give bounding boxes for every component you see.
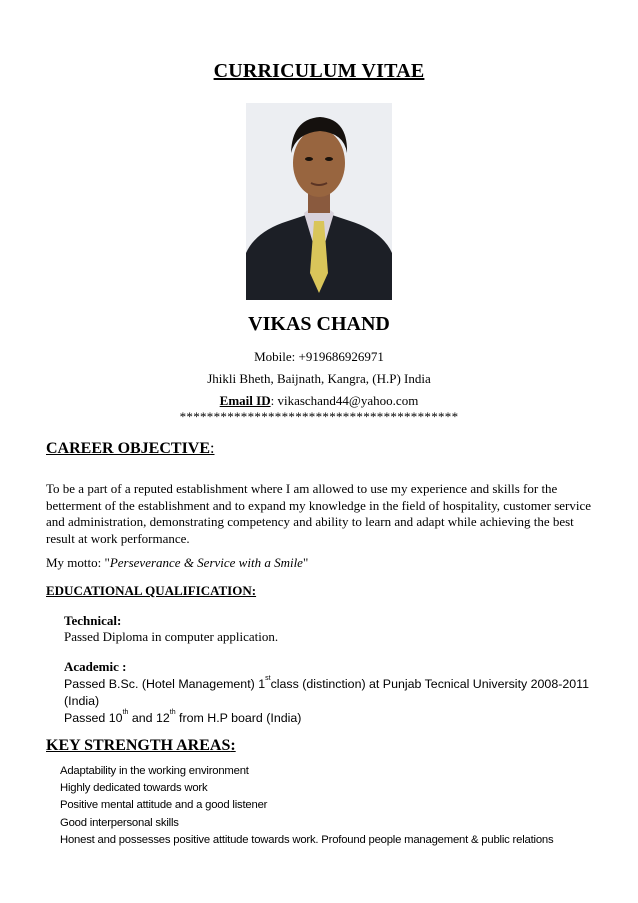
profile-photo <box>246 103 392 300</box>
bsc-superscript: st <box>265 675 271 682</box>
strength-heading-text: KEY STRENGTH AREAS <box>46 737 231 754</box>
list-item: Good interpersonal skills <box>60 816 179 829</box>
bsc-text-b: class (distinction) at Punjab Tecnical University 2008-2011 <box>270 677 589 691</box>
career-line: result at work performance. <box>46 530 190 546</box>
bsc-line <box>64 677 589 691</box>
tenth-text: Passed 10 <box>64 711 123 725</box>
key-strength-heading <box>46 737 236 755</box>
motto-prefix: My motto: " <box>46 555 110 570</box>
board-text: from H.P board (India) <box>175 711 302 725</box>
address-line: Jhikli Bheth, Baijnath, Kangra, (H.P) India <box>207 371 431 386</box>
tenth-superscript: th <box>122 709 129 716</box>
school-line <box>64 711 301 725</box>
list-item: Honest and possesses positive attitude towards work. Profound people management & public relations <box>60 833 554 846</box>
career-line: betterment of the establishment and to expand my knowledge in the field of hospitality, customer service <box>46 497 592 513</box>
bsc-country: (India) <box>64 694 100 708</box>
technical-text: Passed Diploma in computer application. <box>64 629 279 644</box>
mobile-line: Mobile: +919686926971 <box>254 349 384 364</box>
motto-line <box>46 555 594 572</box>
career-line: and administration, demonstrating competency and ability to learn and adapt while achieving the best <box>46 514 574 530</box>
candidate-name: VIKAS CHAND <box>248 313 390 335</box>
career-heading-text: CAREER OBJECTIVE <box>46 440 211 457</box>
email-value: : vikaschand44@yahoo.com <box>270 393 419 408</box>
career-objective-heading <box>46 440 214 458</box>
separator-stars: ***************************************** <box>179 409 459 424</box>
email-label: Email ID <box>219 393 271 408</box>
list-item: Positive mental attitude and a good listener <box>60 799 268 812</box>
motto-text: Perseverance & Service with a Smile <box>109 555 303 570</box>
twelfth-text: and 12 <box>128 711 170 725</box>
career-line: To be a part of a reputed establishment where I am allowed to use my experience and skills for the <box>46 481 558 496</box>
key-strength-list <box>60 763 553 849</box>
list-item: Adaptability in the working environment <box>60 765 249 777</box>
technical-label: Technical: <box>64 613 122 628</box>
email-line <box>0 393 638 409</box>
bsc-text-a: Passed B.Sc. (Hotel Management) 1 <box>64 677 266 691</box>
person-portrait-icon <box>246 103 392 300</box>
academic-label: Academic : <box>64 659 127 674</box>
strength-heading-colon: : <box>230 737 236 754</box>
list-item: Highly dedicated towards work <box>60 782 208 795</box>
document-title: CURRICULUM VITAE <box>213 60 425 82</box>
motto-suffix: " <box>302 555 309 570</box>
education-heading: EDUCATIONAL QUALIFICATION: <box>46 583 257 598</box>
career-heading-colon: : <box>210 440 215 457</box>
career-objective-text <box>46 481 594 547</box>
twelfth-superscript: th <box>169 709 176 716</box>
